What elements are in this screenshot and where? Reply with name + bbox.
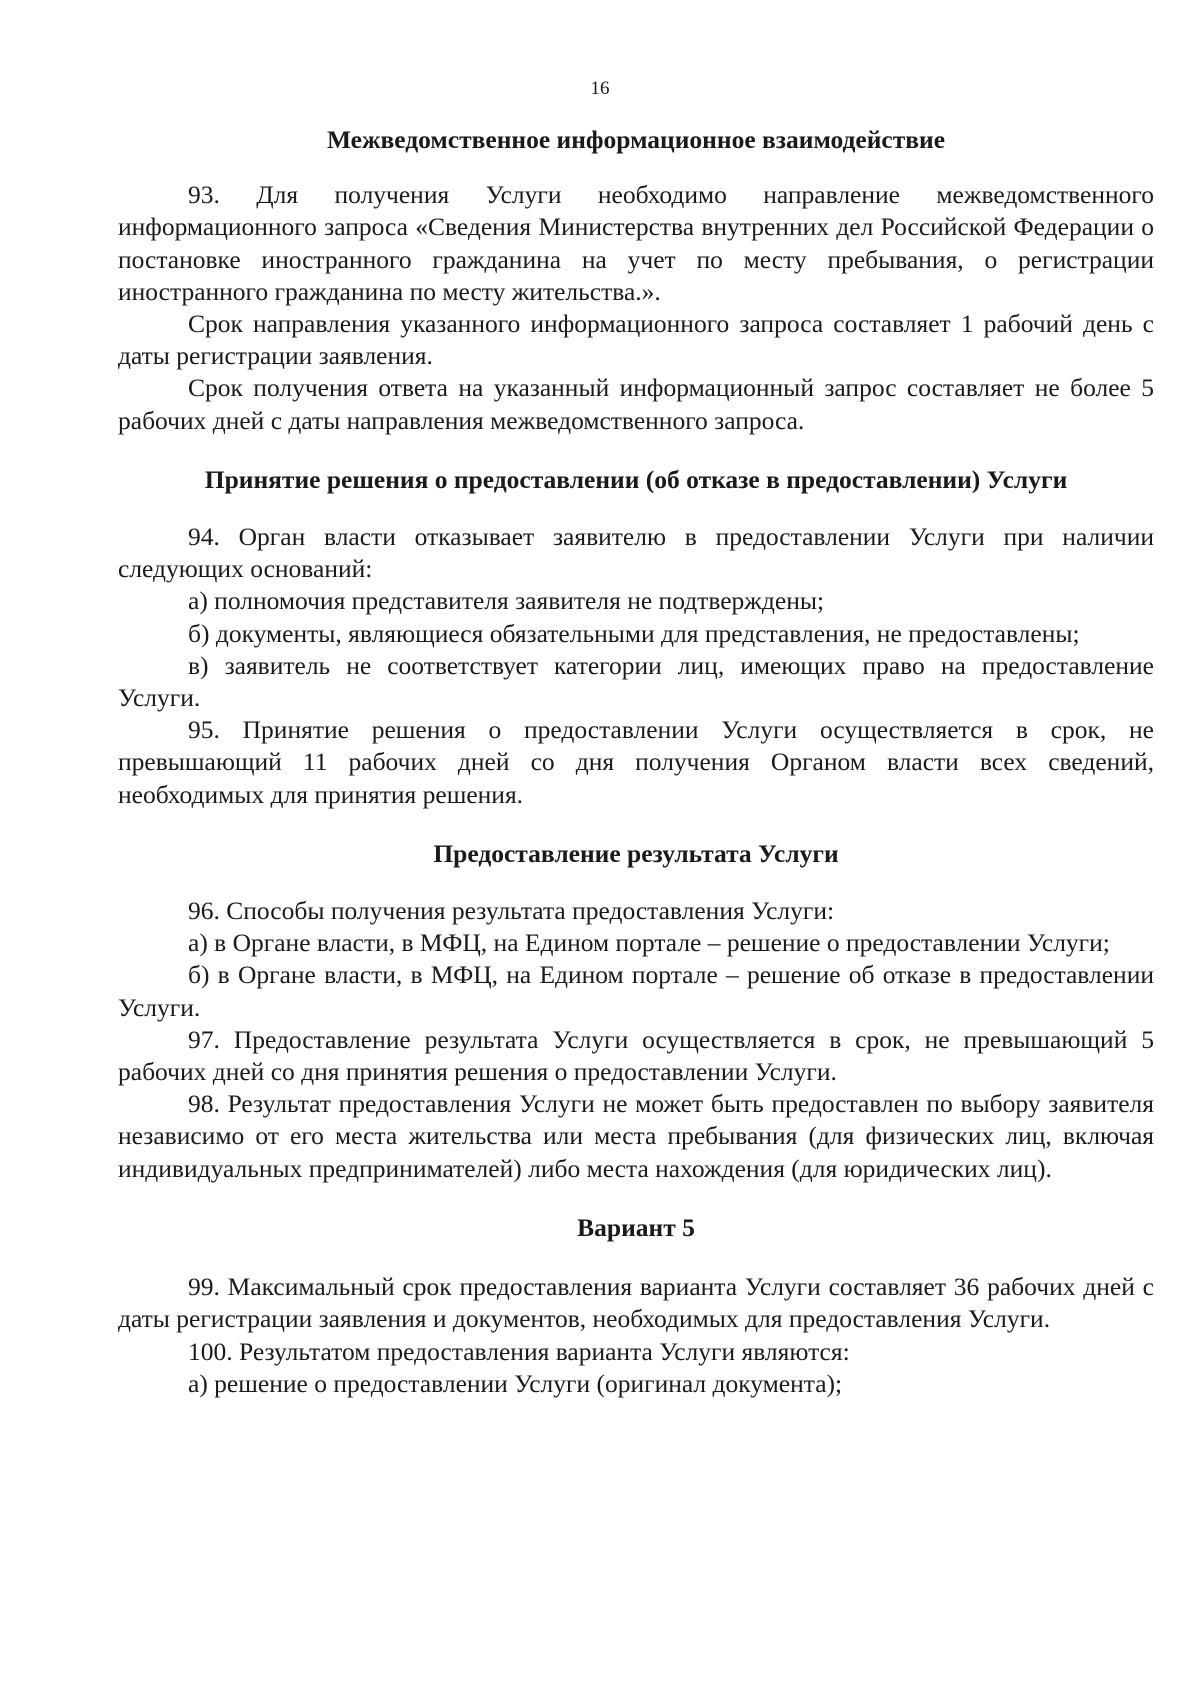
paragraph: 93. Для получения Услуги необходимо направление межведомственного информационного запроса «Сведения Министерства внутренних дел Российской Федерации о постановке иностранного гражданина на учет по месту пребывания, о регистрации иностранного гражданина по месту жительства.». bbox=[118, 180, 1154, 306]
paragraph: Срок получения ответа на указанный информационный запрос составляет не более 5 рабочих дней с даты направления межведомственного запроса. bbox=[118, 373, 1154, 435]
paragraph: 95. Принятие решения о предоставлении Услуги осуществляется в срок, не превышающий 11 рабочих дней со дня получения Органом власти всех сведений, необходимых для принятия решения. bbox=[118, 715, 1154, 809]
list-item: а) в Органе власти, в МФЦ, на Едином портале – решение о предоставлении Услуги; bbox=[188, 928, 1110, 958]
paragraph: 94. Орган власти отказывает заявителю в предоставлении Услуги при наличии следующих оснований: bbox=[118, 522, 1154, 584]
list-item: в) заявитель не соответствует категории лиц, имеющих право на предоставление Услуги. bbox=[118, 650, 1154, 713]
paragraph: 97. Предоставление результата Услуги осуществляется в срок, не превышающий 5 рабочих дней со дня принятия решения о предоставлении Услуги. bbox=[118, 1024, 1154, 1087]
paragraph: 98. Результат предоставления Услуги не может быть предоставлен по выбору заявителя независимо от его места жительства или места пребывания (для физических лиц, включая индивидуальных предпринимателей) либо места нахождения (для юридических лиц). bbox=[118, 1089, 1154, 1183]
paragraph: Срок направления указанного информационного запроса составляет 1 рабочий день с даты регистрации заявления. bbox=[118, 309, 1154, 371]
paragraph: 99. Максимальный срок предоставления варианта Услуги составляет 36 рабочих дней с даты регистрации заявления и документов, необходимых для предоставления Услуги. bbox=[118, 1272, 1154, 1334]
list-item: а) полномочия представителя заявителя не подтверждены; bbox=[188, 586, 825, 616]
list-item: б) документы, являющиеся обязательными для представления, не предоставлены; bbox=[188, 618, 1080, 648]
section-heading: Принятие решения о предоставлении (об отказе в предоставлении) Услуги bbox=[204, 464, 1068, 494]
paragraph: 96. Способы получения результата предоставления Услуги: bbox=[188, 896, 835, 926]
list-item: б) в Органе власти, в МФЦ, на Едином портале – решение об отказе в предоставлении Услуги. bbox=[118, 960, 1154, 1022]
section-heading: Предоставление результата Услуги bbox=[433, 838, 839, 868]
paragraph: 100. Результатом предоставления варианта Услуги являются: bbox=[188, 1336, 850, 1366]
section-heading: Вариант 5 bbox=[577, 1212, 695, 1242]
document-body bbox=[118, 124, 1154, 1400]
section-result-provision bbox=[118, 838, 1154, 1185]
section-variant-5 bbox=[118, 1212, 1154, 1400]
section-heading: Межведомственное информационное взаимодействие bbox=[326, 125, 946, 154]
section-interagency-interaction bbox=[118, 124, 1154, 437]
section-decision-making bbox=[118, 464, 1154, 811]
page-number: 16 bbox=[590, 78, 610, 99]
list-item: а) решение о предоставлении Услуги (оригинал документа); bbox=[188, 1368, 843, 1398]
